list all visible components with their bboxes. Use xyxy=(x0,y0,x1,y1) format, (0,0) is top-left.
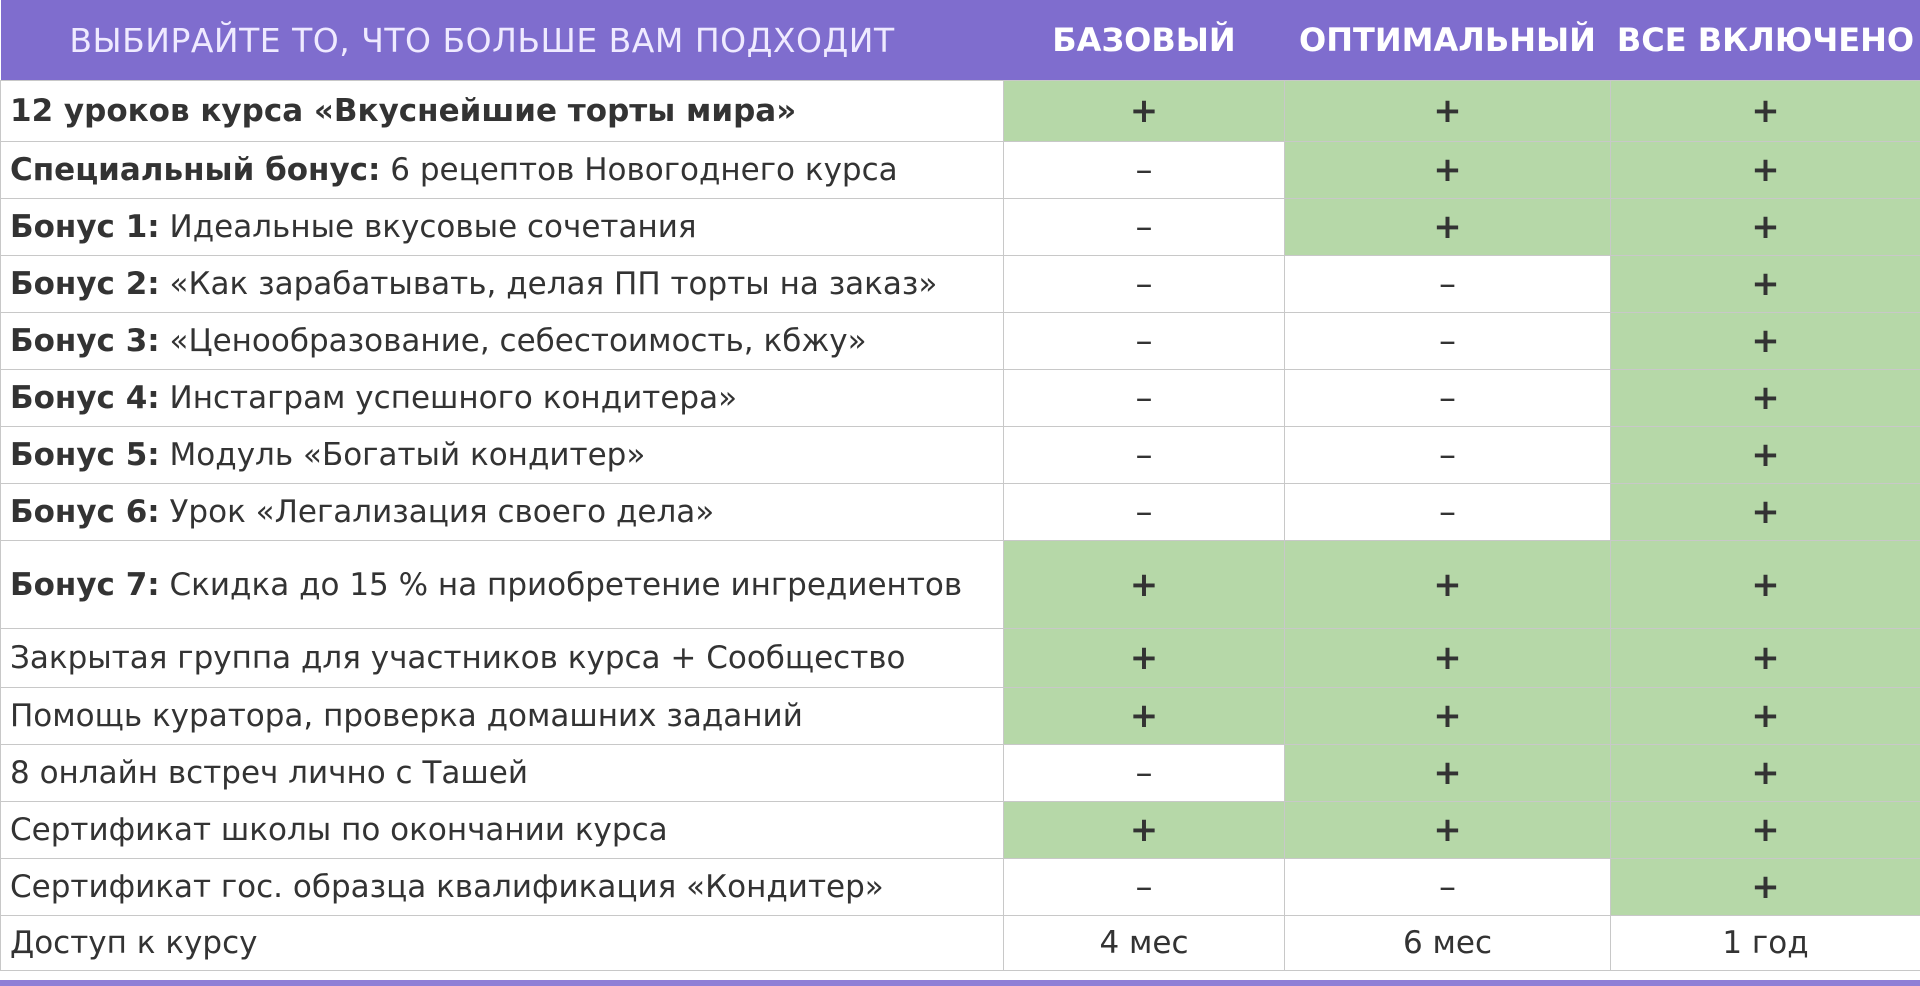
plan-cell-optimal: – xyxy=(1285,484,1611,541)
feature-label: Доступ к курсу xyxy=(10,925,258,961)
plan-cell-basic: – xyxy=(1004,427,1285,484)
plan-cell-basic: + xyxy=(1004,802,1285,859)
table-header xyxy=(1,0,1920,81)
feature-cell xyxy=(1,859,1004,916)
feature-label-bold: Бонус 3: xyxy=(10,323,160,359)
plan-cell-basic: + xyxy=(1004,629,1285,688)
plan-cell-basic: – xyxy=(1004,256,1285,313)
plan-cell-basic: + xyxy=(1004,688,1285,745)
plan-cell-optimal: + xyxy=(1285,541,1611,629)
feature-label-bold: Бонус 2: xyxy=(10,266,160,302)
plan-cell-basic: – xyxy=(1004,199,1285,256)
feature-label: Скидка до 15 % на приобретение ингредиентов xyxy=(159,566,963,603)
plan-cell-optimal: – xyxy=(1285,427,1611,484)
feature-label-bold: Специальный бонус: xyxy=(10,152,381,188)
plan-cell-optimal: + xyxy=(1285,629,1611,688)
table-row xyxy=(1,745,1920,802)
plan-cell-optimal: – xyxy=(1285,313,1611,370)
plan-cell-all-inclusive: + xyxy=(1611,370,1920,427)
feature-cell xyxy=(1,313,1004,370)
plan-cell-all-inclusive: + xyxy=(1611,313,1920,370)
feature-cell xyxy=(1,370,1004,427)
plan-cell-all-inclusive: + xyxy=(1611,199,1920,256)
feature-cell xyxy=(1,916,1004,971)
plan-cell-all-inclusive: + xyxy=(1611,256,1920,313)
table-row xyxy=(1,859,1920,916)
plan-cell-all-inclusive: + xyxy=(1611,427,1920,484)
feature-cell xyxy=(1,541,1004,629)
feature-label: Закрытая группа для участников курса + Сообщество xyxy=(10,640,906,676)
plan-cell-all-inclusive: + xyxy=(1611,688,1920,745)
table-row xyxy=(1,370,1920,427)
plan-cell-basic: – xyxy=(1004,142,1285,199)
plan-cell-optimal: 6 мес xyxy=(1285,916,1611,971)
plan-cell-optimal: + xyxy=(1285,142,1611,199)
plan-cell-all-inclusive: + xyxy=(1611,859,1920,916)
feature-cell xyxy=(1,81,1004,142)
feature-label-bold: Бонус 7: xyxy=(10,566,160,603)
table-row xyxy=(1,629,1920,688)
feature-cell xyxy=(1,256,1004,313)
feature-label: Сертификат гос. образца квалификация «Кондитер» xyxy=(10,869,884,905)
table-row xyxy=(1,256,1920,313)
plan-cell-optimal: + xyxy=(1285,688,1611,745)
feature-cell xyxy=(1,427,1004,484)
feature-label: Урок «Легализация своего дела» xyxy=(159,494,715,530)
plan-cell-basic: + xyxy=(1004,541,1285,629)
feature-column-header: ВЫБИРАЙТЕ ТО, ЧТО БОЛЬШЕ ВАМ ПОДХОДИТ xyxy=(1,0,1004,81)
feature-label: Модуль «Богатый кондитер» xyxy=(159,437,646,473)
plan-cell-optimal: + xyxy=(1285,802,1611,859)
table-row xyxy=(1,199,1920,256)
feature-label: Сертификат школы по окончании курса xyxy=(10,812,668,848)
plan-cell-all-inclusive: + xyxy=(1611,81,1920,142)
plan-cell-optimal: + xyxy=(1285,81,1611,142)
plan-cell-all-inclusive: + xyxy=(1611,802,1920,859)
feature-label-bold: Бонус 6: xyxy=(10,494,160,530)
feature-label-bold: 12 уроков курса «Вкуснейшие торты мира» xyxy=(10,93,797,129)
feature-label-bold: Бонус 5: xyxy=(10,437,160,473)
plan-header-all-inclusive: ВСЕ ВКЛЮЧЕНО xyxy=(1611,0,1920,81)
feature-label: 8 онлайн встреч лично с Ташей xyxy=(10,755,528,791)
feature-label: «Ценообразование, себестоимость, кбжу» xyxy=(159,323,867,359)
feature-label: «Как зарабатывать, делая ПП торты на заказ» xyxy=(159,266,938,302)
table-body xyxy=(1,81,1920,971)
table-row xyxy=(1,142,1920,199)
plan-cell-basic: – xyxy=(1004,484,1285,541)
plan-header-basic: БАЗОВЫЙ xyxy=(1004,0,1285,81)
plan-cell-optimal: – xyxy=(1285,256,1611,313)
feature-label-bold: Бонус 1: xyxy=(10,209,160,245)
feature-label: Идеальные вкусовые сочетания xyxy=(159,209,697,245)
plan-cell-basic: – xyxy=(1004,745,1285,802)
table-row xyxy=(1,81,1920,142)
table-row xyxy=(1,313,1920,370)
plan-cell-basic: + xyxy=(1004,81,1285,142)
plan-cell-optimal: – xyxy=(1285,859,1611,916)
plan-cell-all-inclusive: 1 год xyxy=(1611,916,1920,971)
feature-cell xyxy=(1,629,1004,688)
plan-cell-optimal: + xyxy=(1285,199,1611,256)
plan-cell-basic: – xyxy=(1004,859,1285,916)
bottom-accent-bar xyxy=(0,980,1920,986)
plan-cell-all-inclusive: + xyxy=(1611,629,1920,688)
table-row xyxy=(1,916,1920,971)
plan-cell-optimal: + xyxy=(1285,745,1611,802)
plan-cell-basic: – xyxy=(1004,313,1285,370)
plan-cell-basic: 4 мес xyxy=(1004,916,1285,971)
plan-cell-basic: – xyxy=(1004,370,1285,427)
feature-cell xyxy=(1,688,1004,745)
feature-cell xyxy=(1,802,1004,859)
plan-cell-all-inclusive: + xyxy=(1611,484,1920,541)
feature-cell xyxy=(1,745,1004,802)
plan-cell-all-inclusive: + xyxy=(1611,745,1920,802)
feature-cell xyxy=(1,199,1004,256)
table-row xyxy=(1,541,1920,629)
table-row xyxy=(1,484,1920,541)
table-row xyxy=(1,427,1920,484)
feature-cell xyxy=(1,142,1004,199)
plan-cell-optimal: – xyxy=(1285,370,1611,427)
feature-label-bold: Бонус 4: xyxy=(10,380,160,416)
table-row xyxy=(1,802,1920,859)
feature-label: Помощь куратора, проверка домашних заданий xyxy=(10,698,803,734)
plan-cell-all-inclusive: + xyxy=(1611,142,1920,199)
feature-label: Инстаграм успешного кондитера» xyxy=(159,380,738,416)
feature-label: 6 рецептов Новогоднего курса xyxy=(380,152,898,188)
table-row xyxy=(1,688,1920,745)
plan-header-optimal: ОПТИМАЛЬНЫЙ xyxy=(1285,0,1611,81)
plan-cell-all-inclusive: + xyxy=(1611,541,1920,629)
feature-cell xyxy=(1,484,1004,541)
